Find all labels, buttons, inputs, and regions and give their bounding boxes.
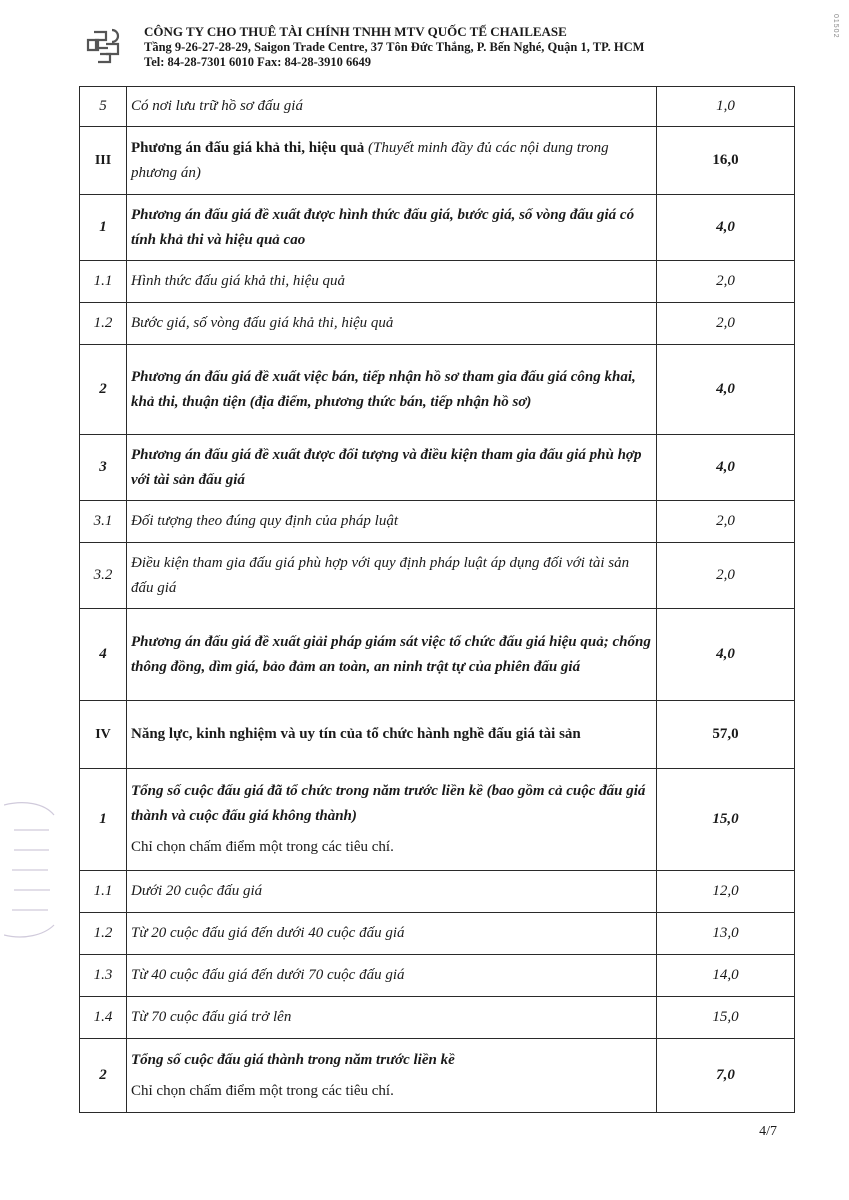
row-criterion — [127, 195, 657, 261]
row-score: 2,0 — [657, 501, 795, 543]
row-score: 4,0 — [657, 195, 795, 261]
criterion-text: Tổng số cuộc đấu giá đã tổ chức trong năm trước liền kề (bao gồm cả cuộc đấu giá thành và cuộc đấu giá không thành) — [131, 783, 646, 824]
criterion-text: Điều kiện tham gia đấu giá phù hợp với quy định pháp luật áp dụng đối với tài sản đấu giá — [131, 554, 630, 596]
table-row — [80, 609, 795, 701]
criterion-text: Phương án đấu giá đề xuất được đối tượng và điều kiện tham gia đấu giá phù hợp với tài sản đấu giá — [131, 446, 642, 488]
row-number: 1.4 — [80, 997, 127, 1039]
row-criterion — [127, 127, 657, 195]
scoring-table-body — [80, 87, 795, 1113]
criterion-note: Chỉ chọn chấm điểm một trong các tiêu chí. — [131, 839, 394, 855]
criterion-text: Từ 40 cuộc đấu giá đến dưới 70 cuộc đấu giá — [131, 967, 405, 983]
row-number: 1 — [80, 769, 127, 871]
page-number: 4/7 — [759, 1124, 777, 1139]
row-score: 57,0 — [657, 701, 795, 769]
row-number: 1.1 — [80, 871, 127, 913]
row-score: 14,0 — [657, 955, 795, 997]
row-score: 7,0 — [657, 1039, 795, 1113]
company-seal-icon — [4, 795, 56, 945]
document-code: 01502 — [832, 14, 839, 39]
row-score: 15,0 — [657, 997, 795, 1039]
criterion-text: Hình thức đấu giá khả thi, hiệu quả — [131, 273, 345, 289]
row-score: 15,0 — [657, 769, 795, 871]
row-number: 2 — [80, 1039, 127, 1113]
table-row — [80, 769, 795, 871]
row-score: 4,0 — [657, 609, 795, 701]
table-row — [80, 195, 795, 261]
company-info — [144, 24, 644, 71]
row-number: 3.1 — [80, 501, 127, 543]
table-row — [80, 1039, 795, 1113]
table-row — [80, 997, 795, 1039]
criterion-text: Năng lực, kinh nghiệm và uy tín của tổ chức hành nghề đấu giá tài sản — [131, 726, 581, 742]
criterion-text: Từ 20 cuộc đấu giá đến dưới 40 cuộc đấu giá — [131, 925, 405, 941]
row-number: III — [80, 127, 127, 195]
row-criterion — [127, 701, 657, 769]
row-score: 2,0 — [657, 543, 795, 609]
row-number: 5 — [80, 87, 127, 127]
row-score: 2,0 — [657, 303, 795, 345]
table-row — [80, 435, 795, 501]
row-criterion — [127, 609, 657, 701]
row-number: 1 — [80, 195, 127, 261]
criterion-text: Dưới 20 cuộc đấu giá — [131, 883, 263, 899]
row-number: 3.2 — [80, 543, 127, 609]
row-number: 1.1 — [80, 261, 127, 303]
row-number: 1.2 — [80, 303, 127, 345]
chailease-logo-icon — [80, 24, 130, 68]
row-criterion — [127, 501, 657, 543]
row-number: 2 — [80, 345, 127, 435]
criterion-text: Phương án đấu giá đề xuất giải pháp giám sát việc tổ chức đấu giá hiệu quả; chống thông đồng, dìm giá, bảo đảm an toàn, an ninh trật tự của phiên đấu giá — [131, 633, 651, 675]
criterion-text: Bước giá, số vòng đấu giá khả thi, hiệu quả — [131, 315, 394, 331]
table-row — [80, 543, 795, 609]
row-criterion — [127, 87, 657, 127]
table-row — [80, 701, 795, 769]
table-row — [80, 303, 795, 345]
row-criterion — [127, 913, 657, 955]
row-criterion — [127, 435, 657, 501]
row-number: 3 — [80, 435, 127, 501]
criterion-note: (Thuyết minh đầy đủ các nội dung trong phương án) — [131, 139, 609, 181]
table-row — [80, 501, 795, 543]
row-number: 1.3 — [80, 955, 127, 997]
row-score: 4,0 — [657, 435, 795, 501]
row-score: 13,0 — [657, 913, 795, 955]
row-criterion — [127, 303, 657, 345]
criterion-text: Phương án đấu giá đề xuất được hình thức đấu giá, bước giá, số vòng đấu giá có tính khả thi và hiệu quả cao — [131, 206, 635, 248]
table-row — [80, 345, 795, 435]
criterion-text: Có nơi lưu trữ hồ sơ đấu giá — [131, 98, 303, 114]
row-criterion — [127, 345, 657, 435]
company-address: Tầng 9-26-27-28-29, Saigon Trade Centre, 37 Tôn Đức Thắng, P. Bến Nghé, Quận 1, TP. HCM — [144, 39, 645, 54]
row-score: 1,0 — [657, 87, 795, 127]
row-score: 4,0 — [657, 345, 795, 435]
criterion-text: Từ 70 cuộc đấu giá trở lên — [131, 1009, 292, 1025]
criterion-note: Chỉ chọn chấm điểm một trong các tiêu chí. — [131, 1082, 394, 1099]
criterion-text: Đối tượng theo đúng quy định của pháp luật — [131, 513, 398, 529]
table-row — [80, 871, 795, 913]
row-score: 12,0 — [657, 871, 795, 913]
row-criterion — [127, 769, 657, 871]
company-contact: Tel: 84-28-7301 6010 Fax: 84-28-3910 6649 — [144, 55, 371, 69]
company-name: CÔNG TY CHO THUÊ TÀI CHÍNH TNHH MTV QUỐC TẾ CHAILEASE — [144, 24, 567, 39]
row-criterion — [127, 543, 657, 609]
table-row — [80, 127, 795, 195]
table-row — [80, 87, 795, 127]
criterion-text: Phương án đấu giá khả thi, hiệu quả — [131, 139, 365, 156]
table-row — [80, 913, 795, 955]
scoring-table — [79, 86, 795, 1113]
row-criterion — [127, 955, 657, 997]
table-row — [80, 955, 795, 997]
criterion-text: Phương án đấu giá đề xuất việc bán, tiếp nhận hồ sơ tham gia đấu giá công khai, khả thi, thuận tiện (địa điểm, phương thức bán, tiếp nhận hồ sơ) — [131, 368, 636, 410]
row-number: 4 — [80, 609, 127, 701]
row-score: 16,0 — [657, 127, 795, 195]
row-criterion — [127, 997, 657, 1039]
row-number: IV — [80, 701, 127, 769]
row-number: 1.2 — [80, 913, 127, 955]
row-criterion — [127, 871, 657, 913]
row-criterion — [127, 1039, 657, 1113]
letterhead — [80, 24, 780, 72]
row-criterion — [127, 261, 657, 303]
table-row — [80, 261, 795, 303]
criterion-text: Tổng số cuộc đấu giá thành trong năm trước liền kề — [131, 1051, 455, 1068]
row-score: 2,0 — [657, 261, 795, 303]
